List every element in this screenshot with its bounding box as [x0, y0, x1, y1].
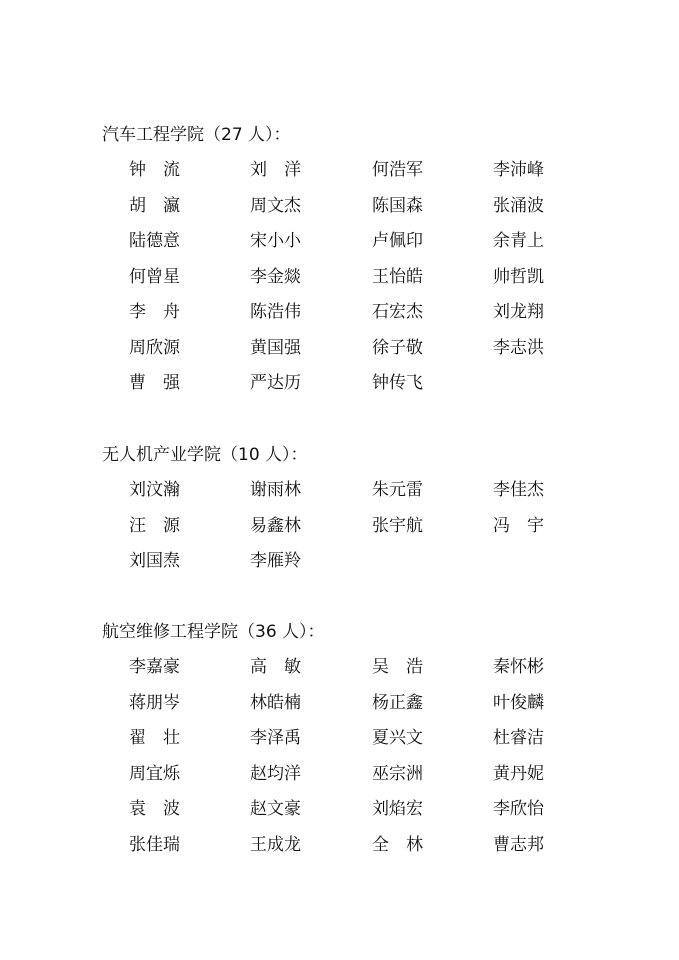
person-name: 胡 瀛 [129, 195, 180, 216]
person-name: 张宇航 [372, 515, 423, 536]
person-name: 黄丹妮 [493, 763, 544, 784]
person-name: 刘焰宏 [372, 799, 423, 819]
person-name: 刘汶瀚 [129, 480, 180, 500]
person-name: 赵均洋 [250, 763, 301, 784]
person-name: 周文杰 [250, 195, 301, 216]
person-name: 李金燚 [250, 266, 301, 287]
person-name: 袁 波 [129, 799, 180, 819]
person-name: 杜睿洁 [493, 728, 544, 748]
person-name: 谢雨林 [250, 480, 301, 500]
person-name: 汪 源 [129, 515, 180, 536]
person-name: 何浩军 [372, 160, 423, 180]
person-name: 秦怀彬 [493, 657, 544, 677]
person-name: 易鑫林 [250, 515, 301, 536]
person-name: 钟 流 [129, 160, 180, 180]
person-name: 陆德意 [129, 231, 180, 251]
person-name: 张涌波 [493, 195, 544, 216]
person-name: 张佳瑞 [129, 834, 180, 855]
person-name: 翟 壮 [129, 728, 180, 748]
person-name: 李 舟 [129, 302, 180, 322]
person-name: 宋小小 [250, 231, 301, 251]
section-heading: 汽车工程学院（27 人）： [102, 125, 291, 145]
person-name: 周欣源 [129, 337, 180, 358]
person-name: 严达历 [250, 373, 301, 393]
person-name: 曹志邦 [493, 834, 544, 855]
person-name: 冯 宇 [493, 515, 544, 536]
person-name: 巫宗洲 [372, 763, 423, 784]
person-name: 石宏杰 [372, 302, 423, 322]
person-name: 叶俊麟 [493, 692, 544, 713]
person-name: 黄国强 [250, 337, 301, 358]
person-name: 李嘉豪 [129, 657, 180, 677]
person-name: 李泽禹 [250, 728, 301, 748]
person-name: 赵文豪 [250, 799, 301, 819]
person-name: 钟传飞 [372, 373, 423, 393]
person-name: 全 林 [372, 834, 423, 855]
person-name: 陈浩伟 [250, 302, 301, 322]
person-name: 李欣怡 [493, 799, 544, 819]
person-name: 何曾星 [129, 266, 180, 287]
person-name: 吴 浩 [372, 657, 423, 677]
person-name: 陈国森 [372, 195, 423, 216]
person-name: 林皓楠 [250, 692, 301, 713]
person-name: 刘国焘 [129, 551, 180, 571]
person-name: 余青上 [493, 231, 544, 251]
person-name: 蒋朋岑 [129, 692, 180, 713]
person-name: 曹 强 [129, 373, 180, 393]
person-name: 高 敏 [250, 657, 301, 677]
person-name: 李佳杰 [493, 480, 544, 500]
person-name: 卢佩印 [372, 231, 423, 251]
person-name: 杨正鑫 [372, 692, 423, 713]
person-name: 王成龙 [250, 834, 301, 855]
person-name: 李雁羚 [250, 551, 301, 571]
person-name: 夏兴文 [372, 728, 423, 748]
section-heading: 无人机产业学院（10 人）： [102, 445, 308, 465]
section-heading: 航空维修工程学院（36 人）： [102, 622, 325, 642]
person-name: 朱元雷 [372, 480, 423, 500]
person-name: 帅哲凯 [493, 266, 544, 287]
person-name: 刘 洋 [250, 160, 301, 180]
person-name: 王怡皓 [372, 266, 423, 287]
person-name: 刘龙翔 [493, 302, 544, 322]
person-name: 李沛峰 [493, 160, 544, 180]
person-name: 徐子敬 [372, 337, 423, 358]
person-name: 周宜烁 [129, 763, 180, 784]
person-name: 李志洪 [493, 337, 544, 358]
